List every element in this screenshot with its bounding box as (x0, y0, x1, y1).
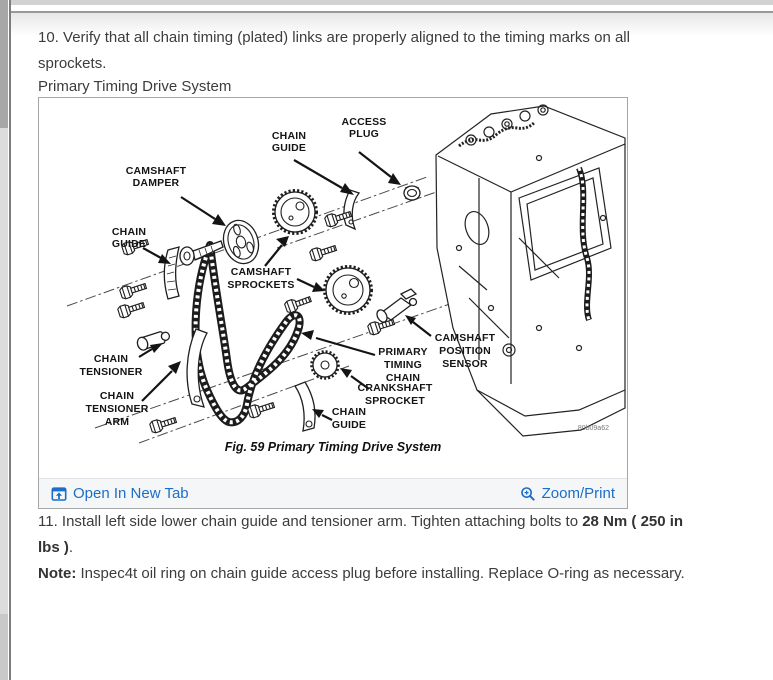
step-10-text: 10. Verify that all chain timing (plated) links are properly aligned to the timing marks on all sprockets. (38, 29, 630, 72)
note-text: Note: Inspec4t oil ring on chain guide access plug before installing. Replace O-ring as necessary. (38, 565, 685, 582)
svg-text:TENSIONER: TENSIONER (85, 403, 149, 415)
open-in-new-tab-label: Open In New Tab (73, 484, 189, 502)
crankshaft-sprocket-drawing (312, 352, 339, 379)
svg-text:CHAIN: CHAIN (385, 372, 421, 384)
label-crankshaft-sprocket: CRANKSHAFT (357, 382, 433, 394)
svg-text:PLUG: PLUG (349, 128, 379, 140)
label-chain-tensioner: CHAIN (93, 353, 129, 365)
vertical-scrollbar[interactable] (0, 0, 8, 680)
svg-text:TENSIONER: TENSIONER (79, 366, 143, 378)
callout-labels (79, 116, 495, 431)
svg-text:TIMING: TIMING (384, 359, 422, 371)
left-camshaft-sprocket-drawing (274, 191, 317, 234)
access-plug-drawing (404, 186, 420, 200)
svg-text:SENSOR: SENSOR (442, 358, 488, 370)
open-in-new-tab-link[interactable] (51, 481, 189, 507)
zoom-in-icon (520, 486, 536, 502)
zoom-print-label: Zoom/Print (541, 484, 615, 502)
window-top-edge (11, 0, 773, 5)
figure-heading: Primary Timing Drive System (38, 78, 232, 95)
label-camshaft-sprockets: CAMSHAFT (230, 266, 292, 278)
label-chain-guide-top: CHAIN (271, 130, 307, 142)
figure-caption: Fig. 59 Primary Timing Drive System (224, 440, 442, 454)
upper-chain-guide-drawing (344, 190, 359, 229)
figure-toolbar (39, 478, 627, 508)
right-camshaft-sprocket-drawing (325, 267, 372, 314)
label-chain-tensioner-arm: CHAIN (99, 390, 135, 402)
camshaft-damper-drawing (218, 216, 264, 268)
label-primary-timing-chain: PRIMARY (378, 346, 428, 358)
svg-text:SPROCKET: SPROCKET (365, 395, 425, 407)
label-access-plug: ACCESS (341, 116, 387, 128)
label-camshaft-position-sensor: CAMSHAFT (434, 332, 496, 344)
timing-diagram (39, 98, 627, 478)
zoom-print-link[interactable] (520, 481, 615, 507)
label-chain-guide-bottom: CHAIN (331, 406, 367, 418)
scrollbar-thumb[interactable] (0, 0, 8, 128)
svg-text:GUIDE: GUIDE (111, 238, 147, 250)
torque-value: 28 Nm ( 250 in (582, 513, 684, 530)
bottom-chain-guide-drawing (295, 382, 315, 431)
svg-text:GUIDE: GUIDE (271, 142, 307, 154)
svg-text:SPROCKETS: SPROCKETS (227, 279, 295, 291)
chain-tensioner-arm-drawing (187, 329, 207, 407)
engine-block-drawing (436, 105, 625, 436)
svg-text:ARM: ARM (104, 416, 130, 428)
label-camshaft-damper: CAMSHAFT (125, 165, 187, 177)
figure-box (38, 97, 628, 509)
timing-diagram-svg (39, 98, 627, 478)
svg-text:DAMPER: DAMPER (132, 177, 180, 189)
note-label: Note: (38, 565, 77, 582)
scrollbar-lower-segment (0, 614, 8, 680)
svg-text:POSITION: POSITION (439, 345, 491, 357)
manual-page-content (11, 13, 773, 607)
open-in-new-tab-icon (51, 486, 67, 502)
left-chain-guide-drawing (164, 247, 179, 299)
document-panel (11, 11, 773, 680)
figure-watermark-code: 80b09a62 (577, 425, 609, 432)
svg-text:GUIDE: GUIDE (331, 419, 367, 431)
step-11-text: 11. Install left side lower chain guide and tensioner arm. Tighten attaching bolts to 28 Nm ( 250 in lbs ). (38, 513, 684, 556)
label-chain-guide-left: CHAIN (111, 226, 147, 238)
